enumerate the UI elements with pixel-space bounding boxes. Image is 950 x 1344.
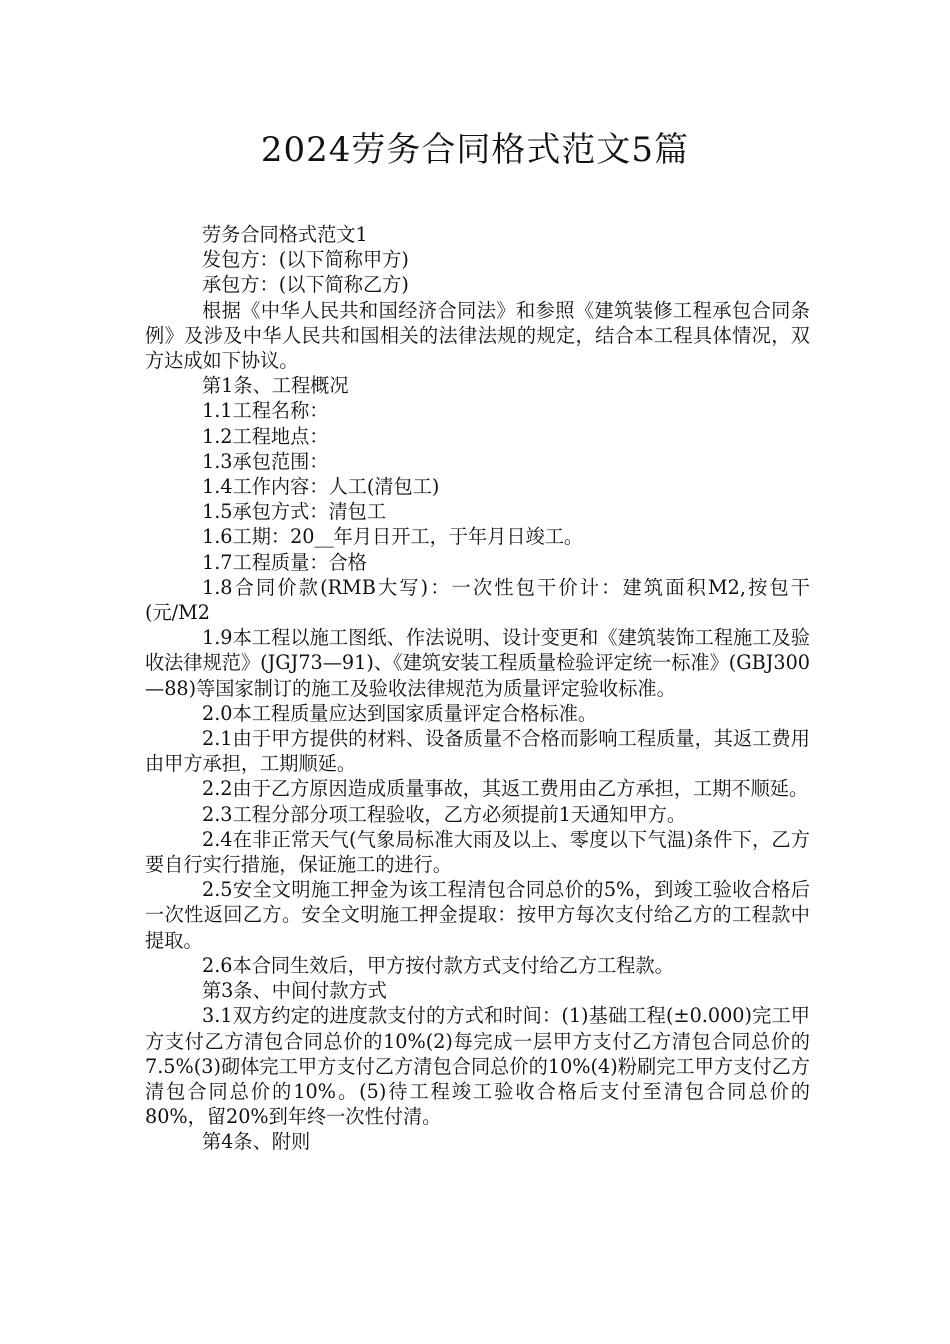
section-heading-4: 第4条、附则	[202, 1130, 311, 1154]
paragraph-preamble: 根据《中华人民共和国经济合同法》和参照《建筑装修工程承包合同条例》及涉及中华人民共和国相关的法律法规的规定，结合本工程具体情况，双方达成如下协议。	[145, 298, 810, 373]
paragraph-party-a: 发包方：(以下简称甲方)	[202, 248, 409, 272]
clause-1-9: 1.9本工程以施工图纸、作法说明、设计变更和《建筑装饰工程施工及验收法律规范》(JGJ73—91)、《建筑安装工程质量检验评定统一标准》(GBJ300—88)等国家制订的施工及验收法律规范为质量评定验收标准。	[145, 626, 811, 700]
clause-1-4: 1.4工作内容：人工(清包工)	[202, 475, 440, 499]
paragraph-party-b: 承包方：(以下简称乙方)	[202, 273, 409, 297]
paragraph-heading: 劳务合同格式范文1	[202, 223, 368, 246]
clause-3-1: 3.1双方约定的进度款支付的方式和时间：(1)基础工程(±0.000)完工甲方支付乙方清包合同总价的10%(2)每完成一层甲方支付乙方清包合同总价的7.5%(3)砌体完工甲方支付乙方清包合同总价的10%(4)粉刷完工甲方支付乙方清包合同总价的10%。(5)待工程竣工验收合格后支付至清包合同总价的80%，留20%到年终一次性付清。	[145, 1004, 810, 1129]
clause-1-2: 1.2工程地点：	[202, 424, 329, 448]
section-heading-3: 第3条、中间付款方式	[202, 979, 387, 1003]
clause-1-1: 1.1工程名称：	[202, 399, 329, 423]
document-title: 2024劳务合同格式范文5篇	[260, 130, 690, 170]
clause-1-7: 1.7工程质量：合格	[202, 550, 367, 574]
clause-1-8: 1.8合同价款(RMB大写)：一次性包干价计：建筑面积M2,按包干(元/M2	[145, 575, 810, 625]
clause-1-3: 1.3承包范围：	[202, 449, 329, 473]
clause-1-5: 1.5承包方式：清包工	[202, 500, 387, 524]
clause-2-4: 2.4在非正常天气(气象局标准大雨及以上、零度以下气温)条件下，乙方要自行实行措施，保证施工的进行。	[145, 827, 810, 877]
clause-2-6: 2.6本合同生效后，甲方按付款方式支付给乙方工程款。	[202, 953, 674, 977]
clause-2-1: 2.1由于甲方提供的材料、设备质量不合格而影响工程质量，其返工费用由甲方承担，工期顺延。	[145, 727, 810, 776]
section-heading-1: 第1条、工程概况	[202, 374, 349, 398]
clause-2-5: 2.5安全文明施工押金为该工程清包合同总价的5%，到竣工验收合格后一次性返回乙方。安全文明施工押金提取：按甲方每次支付给乙方的工程款中提取。	[145, 878, 810, 952]
document-body	[145, 222, 810, 1155]
clause-1-6: 1.6工期：20__年月日开工，于年月日竣工。	[202, 525, 584, 549]
clause-2-0: 2.0本工程质量应达到国家质量评定合格标准。	[202, 701, 598, 725]
clause-2-3: 2.3工程分部分项工程验收，乙方必须提前1天通知甲方。	[202, 802, 687, 826]
clause-2-2: 2.2由于乙方原因造成质量事故，其返工费用由乙方承担，工期不顺延。	[202, 777, 809, 801]
